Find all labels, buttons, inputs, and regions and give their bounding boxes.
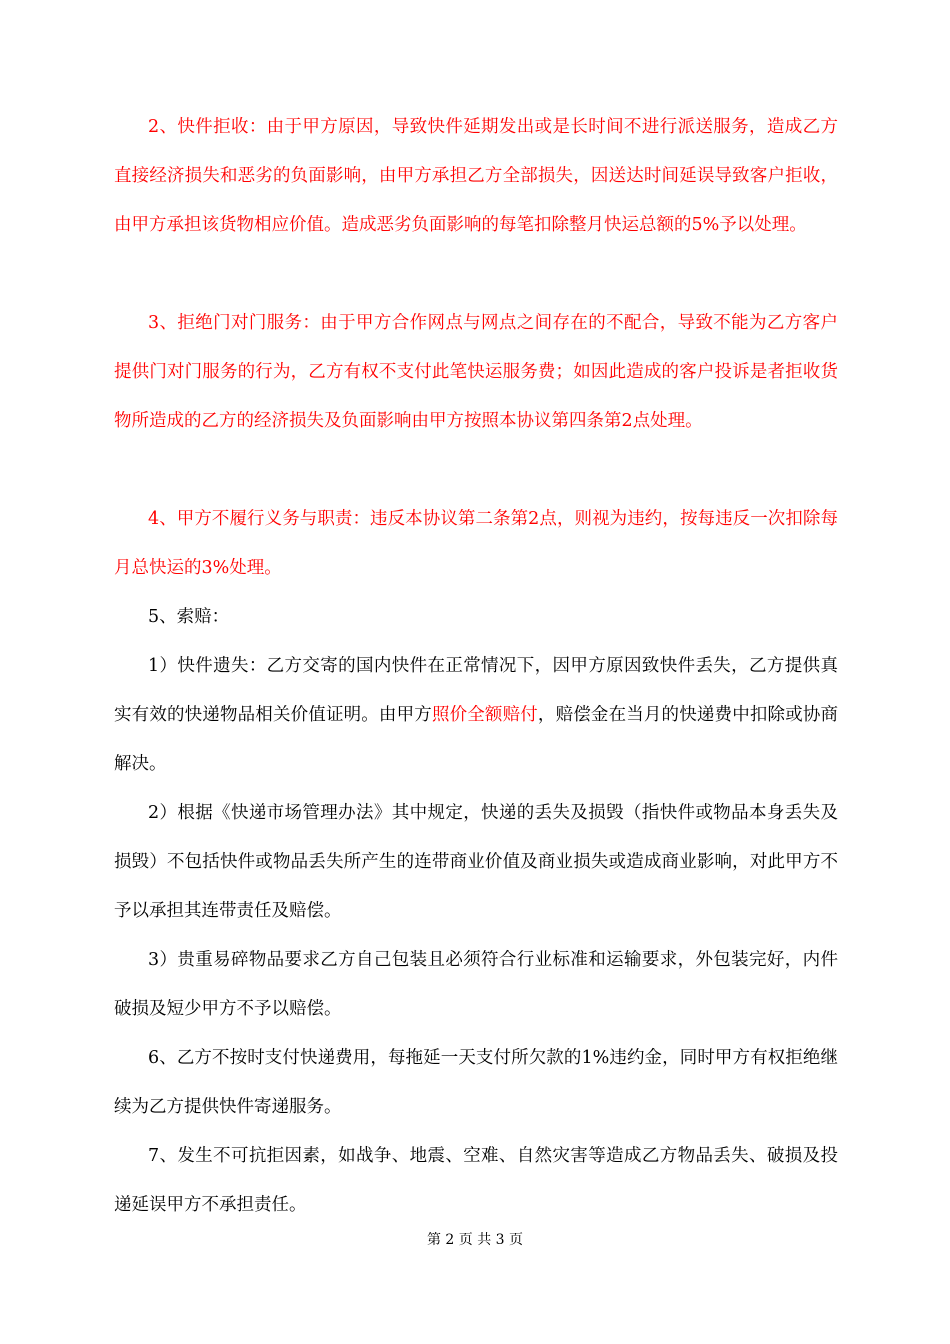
clause-7-force-majeure: 7、发生不可抗拒因素，如战争、地震、空难、自然灾害等造成乙方物品丢失、破损及投递延误甲方不承担责任。 [114,1146,838,1215]
clause-5-1-text-before: 1）快件遗失：乙方交寄的国内快件在正常情况下，因甲方原因致快件丢失，乙方提供真实有效的快递物品相关价值证明。由甲方 [114,656,838,725]
clause-5-1-text-after: ，赔偿金在当月的快递费中扣除或协商解决。 [114,705,839,774]
clause-5-claims-heading: 5、索赔： [148,607,230,627]
page-number-footer: 第 2 页 共 3 页 [426,1232,524,1248]
clause-6-late-payment: 6、乙方不按时支付快递费用，每拖延一天支付所欠款的1%违约金，同时甲方有权拒绝继续为乙方提供快件寄递服务。 [114,1048,838,1117]
clause-2-rejection: 2、快件拒收：由于甲方原因，导致快件延期发出或是长时间不进行派送服务，造成乙方直接经济损失和恶劣的负面影响，由甲方承担乙方全部损失，因送达时间延误导致客户拒收，由甲方承担该货物相应价值。造成恶劣负面影响的每笔扣除整月快运总额的5%予以处理。 [114,117,838,235]
clause-5-3-fragile: 3）贵重易碎物品要求乙方自己包装且必须符合行业标准和运输要求，外包装完好，内件破损及短少甲方不予以赔偿。 [114,950,838,1019]
clause-5-1-loss [114,642,838,789]
full-compensation-highlight: 照价全额赔付 [431,705,538,725]
clause-4-breach: 4、甲方不履行义务与职责：违反本协议第二条第2点，则视为违约，按每违反一次扣除每月总快运的3%处理。 [114,509,838,578]
clause-5-2-regulation: 2）根据《快递市场管理办法》其中规定，快递的丢失及损毁（指快件或物品本身丢失及损毁）不包括快件或物品丢失所产生的连带商业价值及商业损失或造成商业影响，对此甲方不予以承担其连带责任及赔偿。 [114,803,838,921]
clause-3-door-service: 3、拒绝门对门服务：由于甲方合作网点与网点之间存在的不配合，导致不能为乙方客户提供门对门服务的行为，乙方有权不支付此笔快运服务费；如因此造成的客户投诉是者拒收货物所造成的乙方的经济损失及负面影响由甲方按照本协议第四条第2点处理。 [114,313,838,431]
